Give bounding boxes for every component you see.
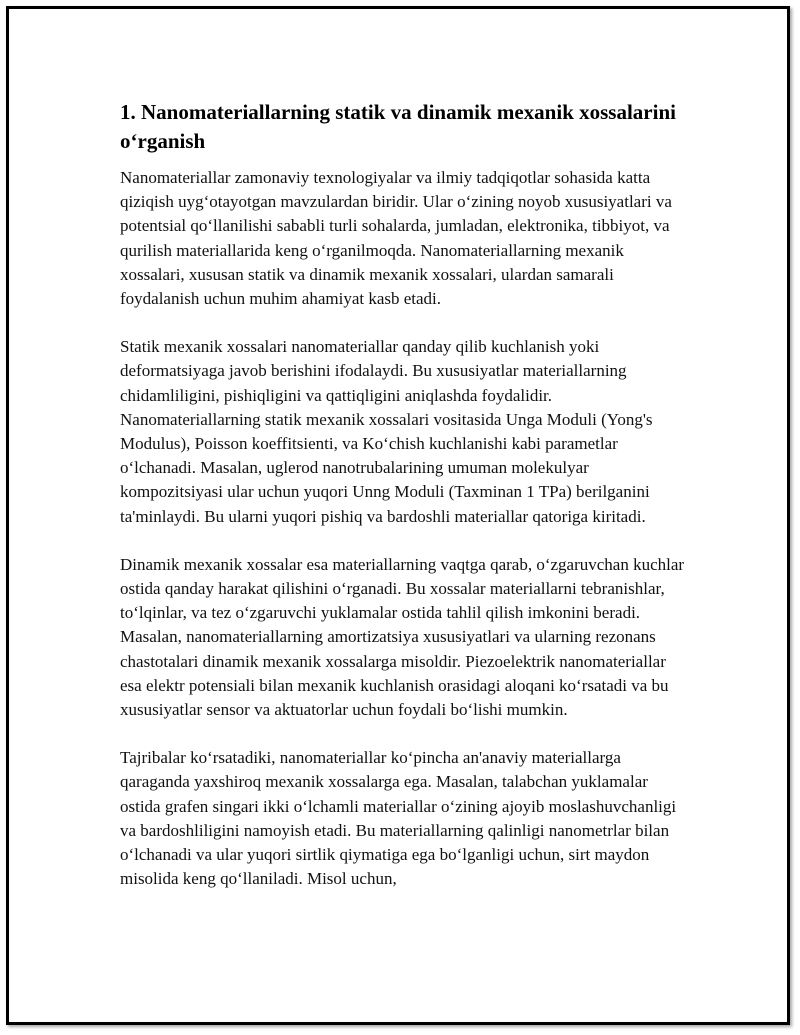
paragraph-dynamic-properties: Dinamik mexanik xossalar esa materiallarning vaqtga qarab, o‘zgaruvchan kuchlar ostida qanday harakat qilishini o‘rganadi. Bu xossalar materiallarni tebranishlar, to‘lqinlar, va tez o‘zgaruvchi yuklamalar ostida tahlil qilish imkonini beradi. Masalan, nanomateriallarning amortizatsiya xususiyatlari va ularning rezonans chastotalari dinamik mexanik xossalarga misoldir. Piezoelektrik nanomateriallar esa elektr potensiali bilan mexanik kuchlanish orasidagi aloqani ko‘rsatadi va bu xususiyatlar sensor va aktuatorlar uchun foydali bo‘lishi mumkin.: [120, 554, 685, 720]
document-body: [120, 98, 688, 915]
paragraph-intro: Nanomateriallar zamonaviy texnologiyalar va ilmiy tadqiqotlar sohasida katta qiziqish uyg‘otayotgan mavzulardan biridir. Ular o‘zining noyob xususiyatlari va potentsial qo‘llanilishi sababli turli sohalarda, jumladan, elektronika, tibbiyot, va qurilish materiallarida keng o‘rganilmoqda. Nanomateriallarning mexanik xossalari, xususan statik va dinamik mexanik xossalari, ulardan samarali foydalanish uchun muhim ahamiyat kasb etadi.: [120, 168, 672, 309]
paragraph-static-properties: Statik mexanik xossalari nanomateriallar qanday qilib kuchlanish yoki deformatsiyaga javob berishini ifodalaydi. Bu xususiyatlar materiallarning chidamliligini, pishiqligini va qattiqligini aniqlashda foydalidir. Nanomateriallarning statik mexanik xossalari vositasida Unga Moduli (Yong's Modulus), Poisson koeffitsienti, va Ko‘chish kuchlanishi kabi parametlar o‘lchanadi. Masalan, uglerod nanotrubalarining umuman molekulyar kompozitsiyasi ular uchun yuqori Unng Moduli (Taxminan 1 TPa) berilganini ta'minlaydi. Bu ularni yuqori pishiq va bardoshli materiallar qatoriga kiritadi.: [120, 337, 653, 526]
section-heading: 1. Nanomateriallarning statik va dinamik mexanik xossalarini o‘rganish: [120, 100, 676, 153]
paragraph-experiments: Tajribalar ko‘rsatadiki, nanomateriallar ko‘pincha an'anaviy materiallarga qaraganda yaxshiroq mexanik xossalarga ega. Masalan, talabchan yuklamalar ostida grafen singari ikki o‘lchamli materiallar o‘zining ajoyib moslashuvchanligi va bardoshliligini namoyish etadi. Bu materiallarning qalinligi nanometrlar bilan o‘lchanadi va ular yuqori sirtlik qiymatiga ega bo‘lganligi uchun, sirt maydon misolida keng qo‘llaniladi. Misol uchun,: [120, 748, 677, 889]
document-page: [6, 6, 790, 1025]
